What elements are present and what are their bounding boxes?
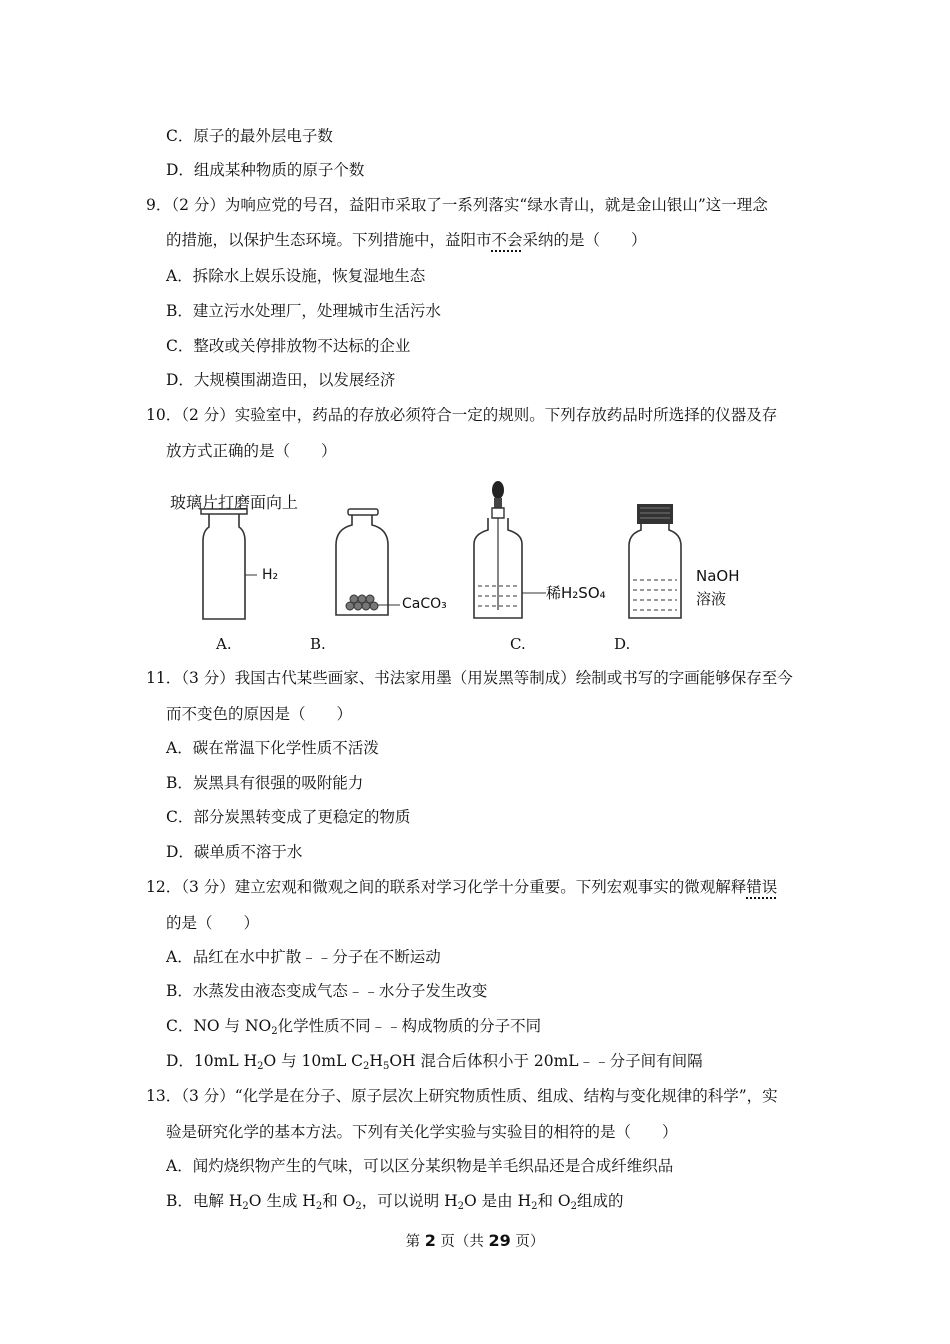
- footer-total-pages: 29: [488, 1231, 511, 1250]
- q12-c-sub: 2: [271, 1026, 278, 1037]
- q11-option-b: B．炭黑具有很强的吸附能力: [166, 774, 364, 792]
- bottle-c-dropper-icon: [470, 478, 550, 628]
- bottle-d-narrow-mouth-icon: [625, 500, 705, 625]
- q13-b-text-1: B．电解 H: [166, 1192, 243, 1210]
- q13-b-text-7: 组成的: [577, 1192, 624, 1210]
- q12-option-b: B．水蒸发由液态变成气态﹣﹣水分子发生改变: [166, 982, 488, 1000]
- q13-stem-line1: 13．（3 分）“化学是在分子、原子层次上研究物质性质、组成、结构与变化规律的科学”，实: [146, 1087, 778, 1105]
- q12-d-sub-1: 2: [257, 1061, 264, 1072]
- footer-mid: 页（共: [435, 1234, 489, 1250]
- q11-option-a: A．碳在常温下化学性质不活泼: [166, 739, 379, 757]
- q12-stem-text: 12．（3 分）建立宏观和微观之间的联系对学习化学十分重要。下列宏观事实的微观解释: [146, 878, 747, 896]
- q10-stem-line1: 10．（2 分）实验室中，药品的存放必须符合一定的规则。下列存放药品时所选择的仪器及存: [146, 406, 778, 424]
- q8-option-c: C．原子的最外层电子数: [166, 127, 333, 145]
- q12-stem-line1: [146, 876, 777, 898]
- figure-letter-c: C.: [510, 635, 526, 653]
- q9-stem-line1: 9．（2 分）为响应党的号召，益阳市采取了一系列落实“绿水青山，就是金山银山”这一理念: [146, 196, 768, 214]
- q12-emphasis: 错误: [746, 878, 778, 896]
- q12-d-text-1: D．10mL H: [166, 1052, 258, 1070]
- label-naoh-solution: 溶液: [696, 590, 727, 608]
- q9-emphasis: 不会: [491, 231, 523, 249]
- q13-b-text-2: O 生成 H: [248, 1192, 316, 1210]
- footer-post: 页）: [510, 1234, 545, 1250]
- label-h2: H₂: [262, 567, 279, 583]
- bottle-b-wide-mouth-icon: [330, 505, 410, 625]
- footer-pre: 第: [405, 1234, 425, 1250]
- figure-letter-b: B.: [310, 635, 326, 653]
- label-h2so4: 稀H₂SO₄: [546, 584, 606, 602]
- q11-option-c: C．部分炭黑转变成了更稳定的物质: [166, 808, 411, 826]
- bottle-a-gas-jar-icon: [195, 505, 275, 625]
- q9-option-b: B．建立污水处理厂，处理城市生活污水: [166, 302, 441, 320]
- q13-b-sub-4: 2: [457, 1201, 465, 1212]
- q11-stem-line2: 而不变色的原因是（ ）: [166, 705, 353, 723]
- q12-c-text-2: 化学性质不同﹣﹣构成物质的分子不同: [277, 1017, 542, 1035]
- q13-option-b: [166, 1190, 624, 1212]
- label-naoh: NaOH: [696, 567, 740, 585]
- q13-b-sub-5: 2: [531, 1201, 538, 1212]
- q9-stem-text-b: 采纳的是（ ）: [522, 231, 647, 249]
- q13-b-text-5: O 是由 H: [464, 1192, 532, 1210]
- q12-d-text-2: O 与 10mL C: [263, 1052, 364, 1070]
- figure-letter-d: D.: [614, 635, 631, 653]
- page-footer: [0, 1230, 950, 1251]
- q12-option-a: A．品红在水中扩散﹣﹣分子在不断运动: [166, 948, 441, 966]
- q13-b-text-4: ，可以说明 H: [361, 1192, 458, 1210]
- q12-d-text-3: H: [369, 1052, 383, 1070]
- q13-stem-line2: 验是研究化学的基本方法。下列有关化学实验与实验目的相符的是（ ）: [166, 1123, 678, 1141]
- q11-option-d: D．碳单质不溶于水: [166, 843, 303, 861]
- figure-letter-a: A.: [216, 635, 232, 653]
- q9-option-c: C．整改或关停排放物不达标的企业: [166, 337, 411, 355]
- q12-option-c: [166, 1015, 541, 1037]
- q12-d-sub-3: 5: [382, 1061, 390, 1072]
- q12-option-d: [166, 1050, 703, 1072]
- q12-d-text-4: OH 混合后体积小于 20mL﹣﹣分子间有间隔: [389, 1052, 703, 1070]
- footer-page-number: 2: [424, 1231, 436, 1250]
- q13-b-sub-3: 2: [355, 1201, 362, 1212]
- q12-stem-line2: 的是（ ）: [166, 914, 260, 932]
- figure-caption-glass-plate: 玻璃片打磨面向上: [170, 493, 299, 512]
- q12-c-text-1: C．NO 与 NO: [166, 1017, 272, 1035]
- q13-b-text-3: 和 O: [322, 1192, 356, 1210]
- q12-d-sub-2: 2: [363, 1061, 370, 1072]
- q11-stem-line1: 11．（3 分）我国古代某些画家、书法家用墨（用炭黑等制成）绘制或书写的字画能够保存至今: [146, 669, 793, 687]
- q8-option-d: D．组成某种物质的原子个数: [166, 161, 365, 179]
- q9-option-d: D．大规模围湖造田，以发展经济: [166, 371, 396, 389]
- q13-b-text-6: 和 O: [537, 1192, 571, 1210]
- q9-stem-line2: [166, 229, 647, 251]
- q13-b-sub-6: 2: [570, 1201, 578, 1212]
- q13-b-sub-2: 2: [315, 1201, 323, 1212]
- q9-option-a: A．拆除水上娱乐设施，恢复湿地生态: [166, 267, 426, 285]
- q10-stem-line2: 放方式正确的是（ ）: [166, 442, 337, 460]
- q13-option-a: A．闻灼烧织物产生的气味，可以区分某织物是羊毛织品还是合成纤维织品: [166, 1157, 674, 1175]
- q13-b-sub-1: 2: [242, 1201, 249, 1212]
- label-caco3: CaCO₃: [402, 596, 447, 612]
- q9-stem-text-a: 的措施，以保护生态环境。下列措施中，益阳市: [166, 231, 492, 249]
